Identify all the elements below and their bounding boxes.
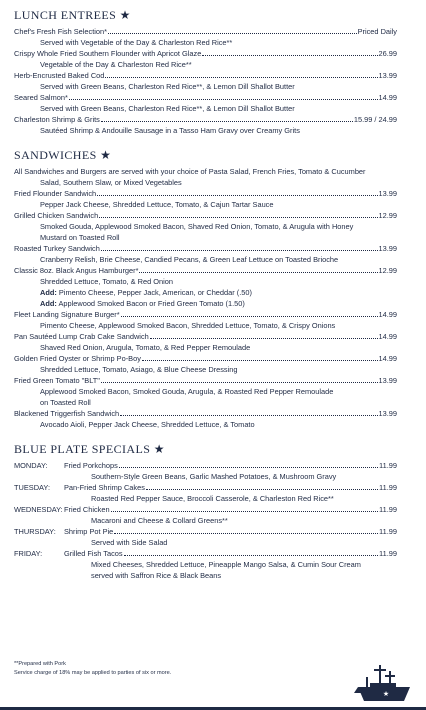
leader-dots	[124, 555, 378, 556]
item-description: Sautéed Shrimp & Andouille Sausage in a Tasso Ham Gravy over Creamy Grits	[40, 126, 300, 135]
item-price: 26.99	[378, 49, 397, 58]
item-description: on Toasted Roll	[40, 398, 91, 407]
item-price: 14.99	[378, 332, 397, 341]
item-name: Seared Salmon*	[14, 93, 68, 102]
leader-dots	[99, 217, 377, 218]
item-description: Applewood Smoked Bacon, Smoked Gouda, Arugula, & Roasted Red Pepper Remoulade	[40, 387, 334, 396]
section-lunch-entrees	[14, 8, 397, 136]
leader-dots	[108, 33, 357, 34]
section-title: LUNCH ENTREES ★	[14, 8, 131, 22]
leader-dots	[105, 77, 377, 78]
item-description: Roasted Red Pepper Sauce, Broccoli Casserole, & Charleston Red Rice**	[91, 494, 334, 503]
footnote-pork: **Prepared with Pork	[14, 661, 66, 667]
item-description: Pimento Cheese, Applewood Smoked Bacon, Shredded Lettuce, Tomato, & Crispy Onions	[40, 321, 336, 330]
leader-dots	[146, 489, 378, 490]
item-description: Shredded Lettuce, Tomato, & Red Onion	[40, 277, 173, 286]
item-name: Fried Flounder Sandwich	[14, 189, 97, 198]
item-description: Vegetable of the Day & Charleston Red Rice**	[40, 60, 192, 69]
special-day: TUESDAY:	[14, 483, 51, 492]
menu-item	[14, 70, 397, 92]
item-name: Crispy Whole Fried Southern Flounder with Apricot Glaze	[14, 49, 202, 58]
item-description: Mixed Cheeses, Shredded Lettuce, Pineapple Mango Salsa, & Cumin Sour Cream	[91, 560, 361, 569]
menu-item	[14, 48, 397, 70]
leader-dots	[97, 195, 377, 196]
item-name: Fried Chicken	[64, 505, 110, 514]
item-price: 15.99 / 24.99	[353, 115, 397, 124]
menu-item	[14, 243, 397, 265]
item-price: 11.99	[379, 527, 397, 536]
leader-dots	[111, 511, 378, 512]
menu-page	[14, 8, 397, 593]
leader-dots	[139, 272, 377, 273]
item-name: Grilled Chicken Sandwich	[14, 211, 99, 220]
ship-icon	[354, 663, 414, 707]
item-price: 12.99	[378, 266, 397, 275]
item-list	[14, 188, 397, 430]
item-description: Avocado Aioli, Pepper Jack Cheese, Shredded Lettuce, & Tomato	[40, 420, 255, 429]
leader-dots	[121, 316, 378, 317]
section-intro: All Sandwiches and Burgers are served with your choice of Pasta Salad, French Fries, Tomato & Cucumber Salad, Southern Slaw, or Mixed Vegetables	[14, 167, 366, 187]
item-name: Classic 8oz. Black Angus Hamburger*	[14, 266, 139, 275]
item-description: Pepper Jack Cheese, Shredded Lettuce, Tomato, & Cajun Tartar Sauce	[40, 200, 274, 209]
special-day: WEDNESDAY:	[14, 505, 63, 514]
item-addon: Add: Applewood Smoked Bacon or Fried Green Tomato (1.50)	[40, 299, 245, 308]
item-description: Cranberry Relish, Brie Cheese, Candied Pecans, & Green Leaf Lettuce on Toasted Brioche	[40, 255, 339, 264]
item-name: Blackened Triggerfish Sandwich	[14, 409, 120, 418]
item-list	[14, 460, 397, 581]
special-day: MONDAY:	[14, 461, 48, 470]
footnotes	[14, 660, 171, 678]
leader-dots	[150, 338, 378, 339]
menu-item	[14, 92, 397, 114]
item-price: 11.99	[379, 549, 397, 558]
menu-item	[14, 375, 397, 408]
special-item	[14, 482, 397, 504]
menu-item	[14, 265, 397, 309]
menu-item	[14, 26, 397, 48]
leader-dots	[101, 382, 378, 383]
item-name: Herb-Encrusted Baked Cod	[14, 71, 105, 80]
item-description: served with Saffron Rice & Black Beans	[91, 571, 222, 580]
menu-item	[14, 331, 397, 353]
special-day: FRIDAY:	[14, 549, 43, 558]
leader-dots	[114, 533, 378, 534]
item-name: Fleet Landing Signature Burger*	[14, 310, 120, 319]
item-name: Shrimp Pot Pie	[64, 527, 114, 536]
special-item	[14, 504, 397, 526]
star-icon: ★	[153, 442, 165, 456]
item-name: Charleston Shrimp & Grits	[14, 115, 100, 124]
leader-dots	[202, 55, 377, 56]
item-price: 13.99	[378, 244, 397, 253]
item-name: Fried Porkchops	[64, 461, 118, 470]
item-name: Golden Fried Oyster or Shrimp Po-Boy	[14, 354, 141, 363]
menu-item	[14, 188, 397, 210]
special-item	[14, 460, 397, 482]
menu-item	[14, 408, 397, 430]
item-list	[14, 26, 397, 136]
item-price: 14.99	[378, 310, 397, 319]
item-price: Priced Daily	[357, 27, 397, 36]
item-description: Shaved Red Onion, Arugula, Tomato, & Red Pepper Remoulade	[40, 343, 251, 352]
section-blue-plate-specials	[14, 442, 397, 581]
leader-dots	[119, 467, 378, 468]
footnote-service-charge: Service charge of 18% may be applied to parties of six or more.	[14, 670, 172, 676]
item-name: Grilled Fish Tacos	[64, 549, 123, 558]
item-description: Macaroni and Cheese & Collard Greens**	[91, 516, 228, 525]
menu-item	[14, 114, 397, 136]
leader-dots	[69, 99, 378, 100]
item-price: 13.99	[378, 376, 397, 385]
item-name: Pan-Fried Shrimp Cakes	[64, 483, 145, 492]
item-description: Served with Green Beans, Charleston Red Rice**, & Lemon Dill Shallot Butter	[40, 104, 295, 113]
leader-dots	[101, 250, 378, 251]
item-name: Pan Sautéed Lump Crab Cake Sandwich	[14, 332, 149, 341]
item-price: 13.99	[378, 189, 397, 198]
item-description: Served with Side Salad	[91, 538, 168, 547]
item-price: 11.99	[379, 461, 397, 470]
item-price: 11.99	[379, 483, 397, 492]
item-description: Shredded Lettuce, Tomato, Asiago, & Blue Cheese Dressing	[40, 365, 238, 374]
special-day: THURSDAY:	[14, 527, 56, 536]
item-name: Roasted Turkey Sandwich	[14, 244, 100, 253]
leader-dots	[120, 415, 377, 416]
section-sandwiches	[14, 148, 397, 430]
item-description: Smoked Gouda, Applewood Smoked Bacon, Shaved Red Onion, Tomato, & Arugula with Honey	[40, 222, 354, 231]
menu-item	[14, 353, 397, 375]
menu-item	[14, 210, 397, 243]
section-title: BLUE PLATE SPECIALS ★	[14, 442, 165, 456]
item-description: Southern-Style Green Beans, Garlic Mashed Potatoes, & Mushroom Gravy	[91, 472, 337, 481]
leader-dots	[101, 121, 353, 122]
menu-item	[14, 309, 397, 331]
item-price: 12.99	[378, 211, 397, 220]
item-addon: Add: Pimento Cheese, Pepper Jack, American, or Cheddar (.50)	[40, 288, 252, 297]
star-icon: ★	[119, 8, 131, 22]
item-description: Served with Vegetable of the Day & Charleston Red Rice**	[40, 38, 233, 47]
item-price: 13.99	[378, 409, 397, 418]
item-description: Mustard on Toasted Roll	[40, 233, 120, 242]
item-name: Fried Green Tomato "BLT"	[14, 376, 100, 385]
item-description: Served with Green Beans, Charleston Red Rice**, & Lemon Dill Shallot Butter	[40, 82, 295, 91]
item-name: Chef's Fresh Fish Selection*	[14, 27, 108, 36]
star-icon: ★	[100, 148, 112, 162]
svg-text:★: ★	[382, 690, 390, 698]
leader-dots	[142, 360, 378, 361]
item-price: 14.99	[378, 93, 397, 102]
item-price: 13.99	[378, 71, 397, 80]
special-item	[14, 548, 397, 581]
section-title: SANDWICHES ★	[14, 148, 112, 162]
special-item	[14, 526, 397, 548]
item-price: 11.99	[379, 505, 397, 514]
item-price: 14.99	[378, 354, 397, 363]
